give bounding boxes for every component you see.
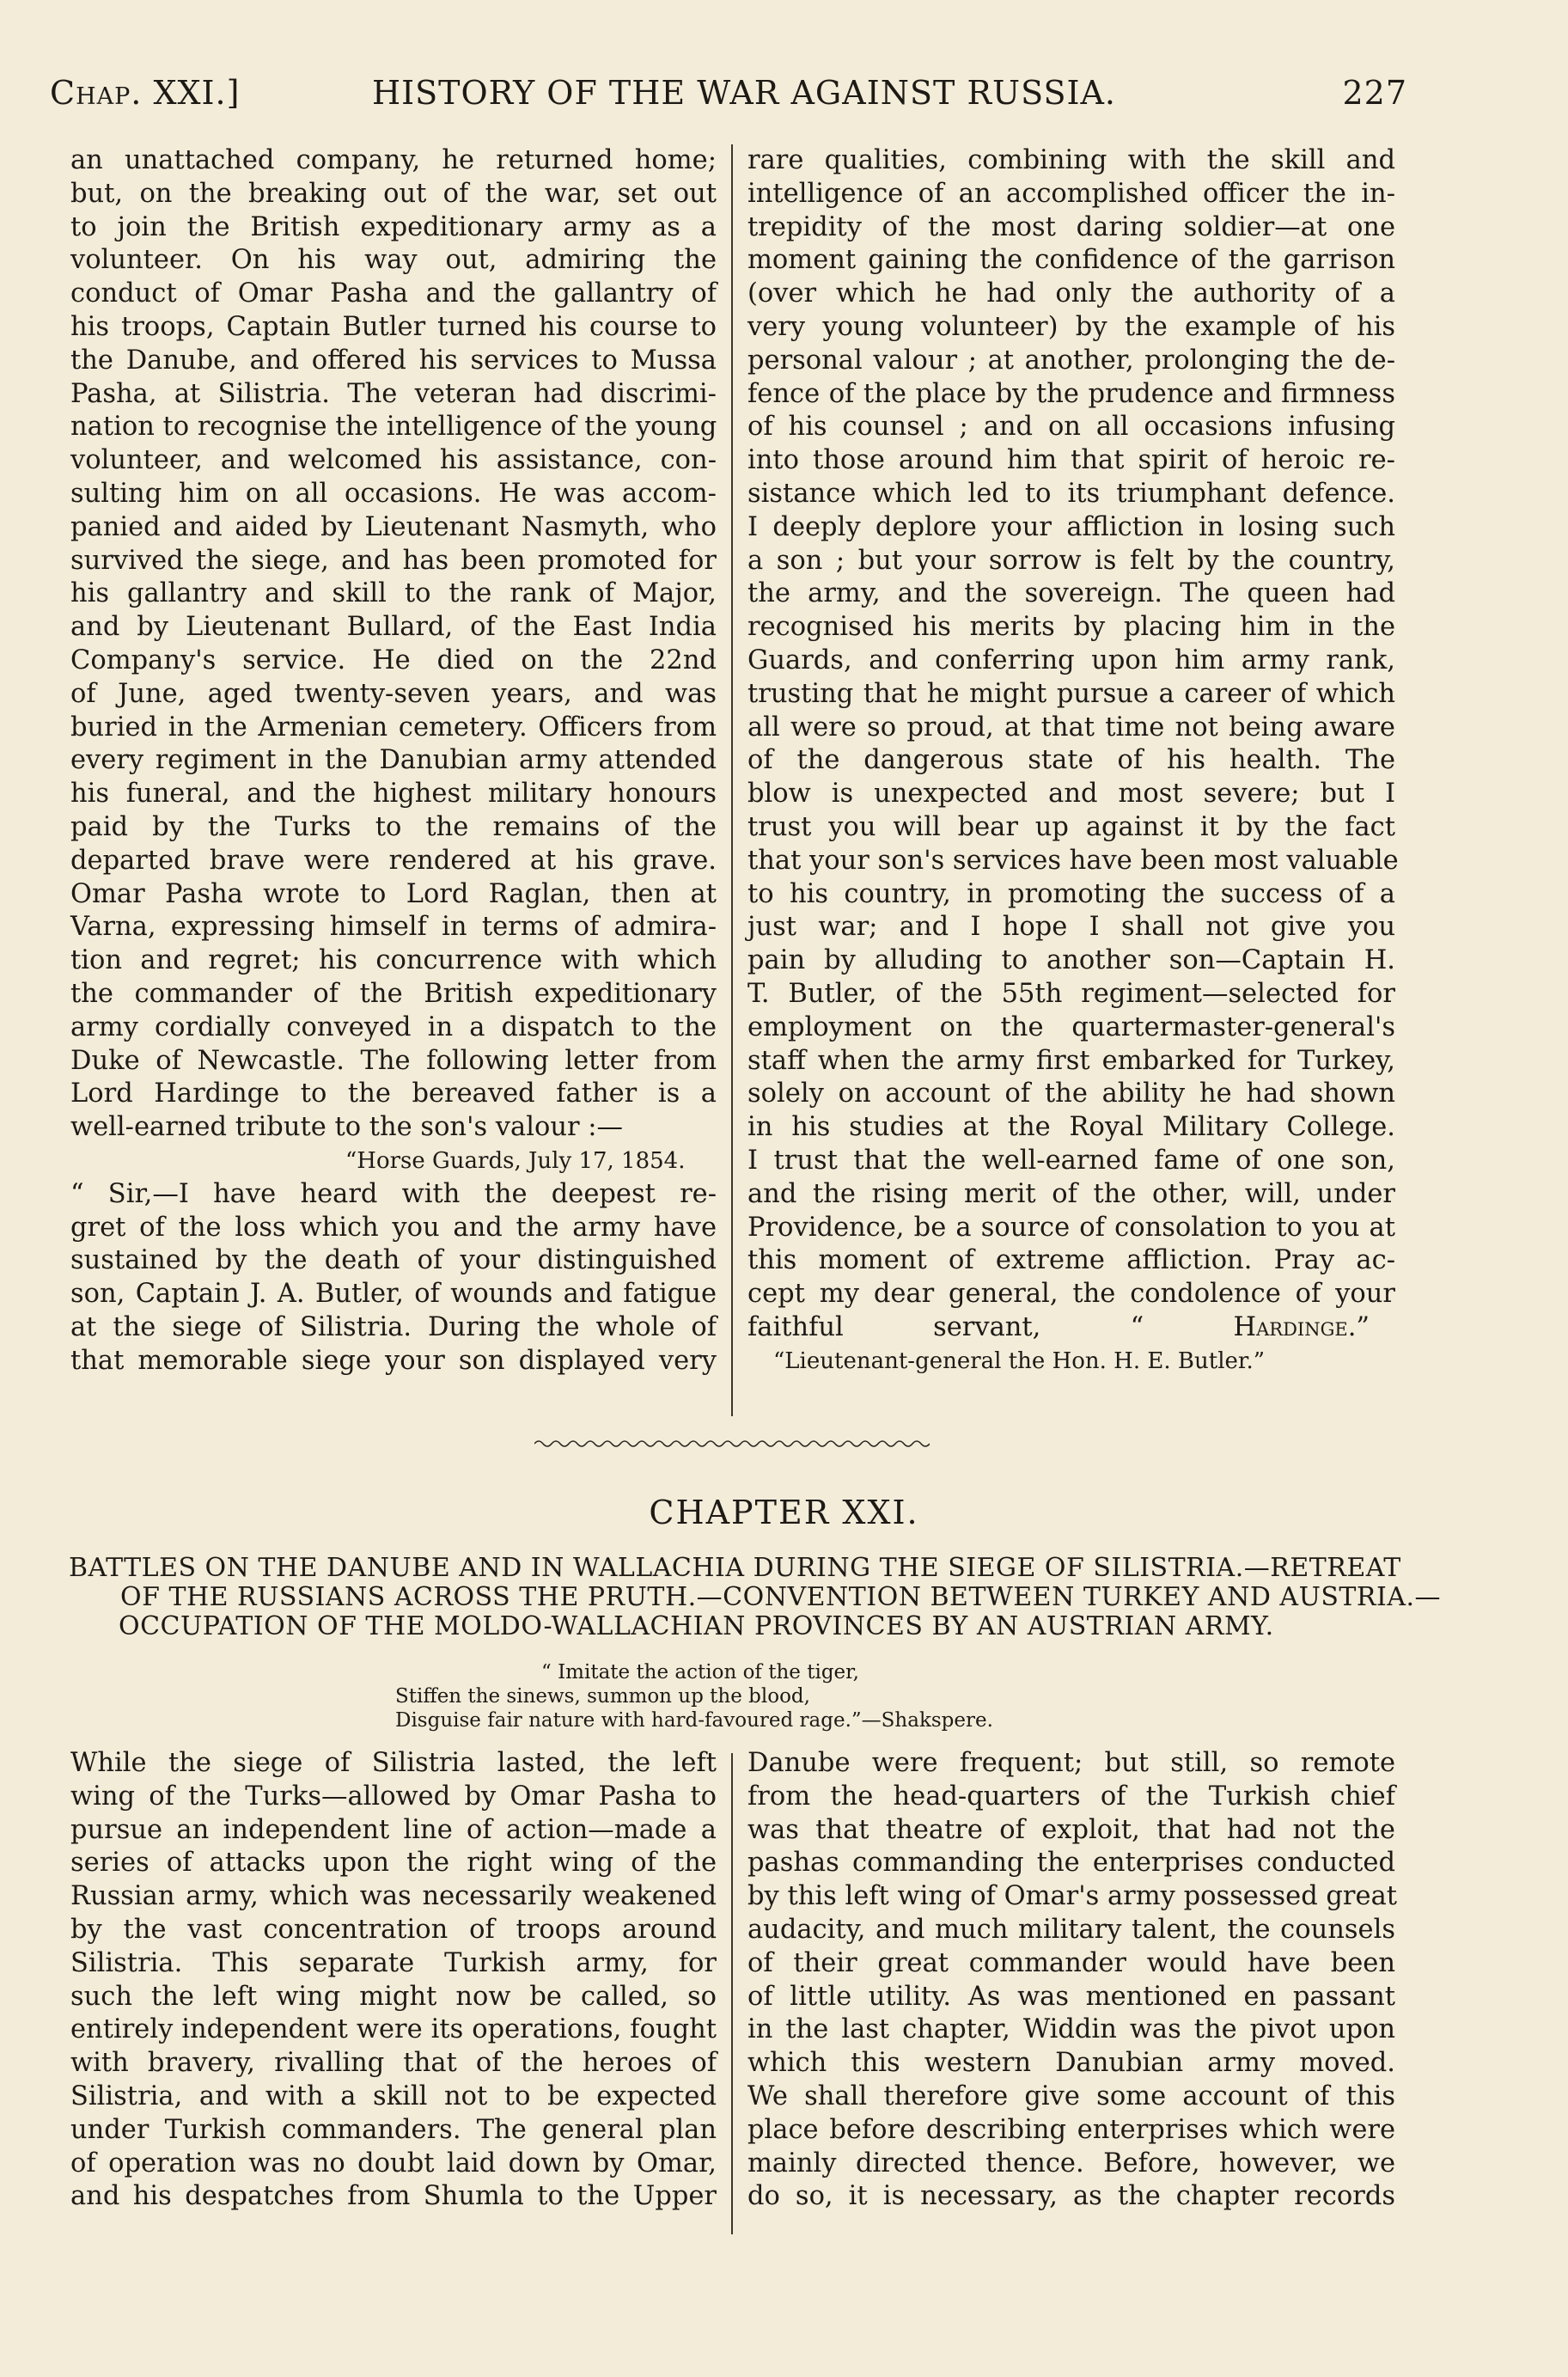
text-line: to join the British expeditionary army as a — [70, 211, 717, 242]
text-line: the army, and the sovereign. The queen had — [747, 578, 1395, 609]
paragraph-butler-biography — [70, 144, 717, 1145]
text-line: son, Captain J. A. Butler, of wounds and fatigue — [70, 1279, 717, 1310]
running-title: HISTORY OF THE WAR AGAINST RUSSIA. — [372, 74, 1117, 112]
text-line: which this western Danubian army moved. — [747, 2048, 1395, 2079]
epigraph-line: “ Imitate the action of the tiger, — [541, 1661, 859, 1683]
text-line: all were so proud, at that time not being aware — [747, 712, 1395, 742]
chapter-reference: Chap. XXI.] — [50, 74, 241, 112]
text-line: just war; and I hope I shall not give you — [747, 912, 1395, 943]
bottom-left-column — [70, 1747, 717, 2214]
text-line: from the head-quarters of the Turkish chief — [747, 1781, 1395, 1812]
text-line: intelligence of an accomplished officer the in- — [747, 178, 1395, 209]
text-line: that memorable siege your son displayed very — [70, 1345, 717, 1376]
text-line: of little utility. As was mentioned en passant — [747, 1981, 1395, 2012]
text-line: departed brave were rendered at his grave. — [70, 845, 717, 876]
text-line: panied and aided by Lieutenant Nasmyth, who — [70, 511, 717, 542]
text-line: at the siege of Silistria. During the whole of — [70, 1311, 717, 1342]
text-line: employment on the quartermaster-general's — [747, 1011, 1395, 1042]
text-line: Duke of Newcastle. The following letter from — [70, 1045, 717, 1076]
text-line: I deeply deplore your affliction in losing such — [747, 511, 1395, 542]
top-right-column — [747, 144, 1399, 1378]
text-line: rare qualities, combining with the skill and — [747, 145, 1395, 175]
text-line: Providence, be a source of consolation to you at — [747, 1212, 1395, 1243]
text-line: We shall therefore give some account of this — [747, 2081, 1395, 2111]
closing-salutation: faithful servant, — [747, 1311, 1041, 1342]
text-line: this moment of extreme affliction. Pray ac- — [747, 1245, 1395, 1276]
text-line: staff when the army first embarked for Turkey, — [747, 1045, 1395, 1076]
summary-line: OF THE RUSSIANS ACROSS THE PRUTH.—CONVENTION BETWEEN TURKEY AND AUSTRIA.— — [120, 1582, 1442, 1612]
text-line: conduct of Omar Pasha and the gallantry of — [70, 278, 717, 309]
text-line: his gallantry and skill to the rank of Major, — [70, 578, 717, 609]
text-line: “ Sir,—I have heard with the deepest re- — [70, 1178, 717, 1209]
letter-closing — [747, 1311, 1395, 1345]
text-line: and the rising merit of the other, will, under — [747, 1178, 1395, 1209]
text-line: series of attacks upon the right wing of the — [70, 1848, 717, 1879]
text-line: do so, it is necessary, as the chapter records — [747, 2181, 1395, 2212]
text-line: was that theatre of exploit, that had not the — [747, 1814, 1395, 1845]
text-line: of their great commander would have been — [747, 1947, 1395, 1978]
epigraph-line: Stiffen the sinews, summon up the blood, — [395, 1685, 810, 1708]
text-line: in his studies at the Royal Military College. — [747, 1112, 1395, 1143]
text-line: While the siege of Silistria lasted, the left — [70, 1748, 717, 1778]
text-line: sistance which led to its triumphant defence. — [747, 478, 1395, 509]
text-line: T. Butler, of the 55th regiment—selected for — [747, 978, 1395, 1009]
text-line: Danube were frequent; but still, so remote — [747, 1748, 1395, 1778]
text-line: of June, aged twenty-seven years, and was — [70, 678, 717, 709]
text-line: mainly directed thence. Before, however, we — [747, 2148, 1395, 2178]
text-line: his troops, Captain Butler turned his course to — [70, 311, 717, 342]
text-line: moment gaining the confidence of the garrison — [747, 245, 1395, 276]
letter-opening — [70, 1178, 717, 1378]
text-line: place before describing enterprises which were — [747, 2114, 1395, 2145]
page-number: 227 — [1342, 74, 1407, 112]
text-line: but, on the breaking out of the war, set out — [70, 178, 717, 209]
text-line: the commander of the British expeditionary — [70, 978, 717, 1009]
letter-continuation — [747, 144, 1399, 1345]
text-line: recognised his merits by placing him in the — [747, 612, 1395, 643]
text-line: army cordially conveyed in a dispatch to the — [70, 1011, 717, 1042]
text-line: trepidity of the most daring soldier—at one — [747, 211, 1395, 242]
text-line: that your son's services have been most valuable — [747, 845, 1399, 876]
epigraph — [395, 1660, 1168, 1732]
text-line: sulting him on all occasions. He was accom- — [70, 478, 717, 509]
text-line: his funeral, and the highest military honours — [70, 779, 717, 810]
text-line: every regiment in the Danubian army attended — [70, 745, 717, 776]
text-line: of operation was no doubt laid down by Omar, — [70, 2148, 717, 2178]
text-line: volunteer. On his way out, admiring the — [70, 245, 717, 276]
text-line: Russian army, which was necessarily weakened — [70, 1881, 717, 1912]
text-line: into those around him that spirit of heroic re- — [747, 445, 1395, 476]
text-line: audacity, and much military talent, the counsels — [747, 1914, 1395, 1945]
chapter-summary — [69, 1553, 1442, 1641]
text-line: I trust that the well-earned fame of one son, — [747, 1145, 1395, 1176]
text-line: sustained by the death of your distinguished — [70, 1245, 717, 1276]
text-line: of his counsel ; and on all occasions infusing — [747, 412, 1395, 443]
text-line: such the left wing might now be called, so — [70, 1981, 717, 2012]
text-line: by the vast concentration of troops around — [70, 1914, 717, 1945]
text-line: Guards, and conferring upon him army rank, — [747, 645, 1395, 675]
text-line: a son ; but your sorrow is felt by the country, — [747, 545, 1395, 576]
text-line: pursue an independent line of action—made a — [70, 1814, 717, 1845]
text-line: (over which he had only the authority of a — [747, 278, 1395, 309]
text-line: and by Lieutenant Bullard, of the East India — [70, 612, 717, 643]
text-line: with bravery, rivalling that of the heroes of — [70, 2048, 717, 2079]
text-line: well-earned tribute to the son's valour :— — [70, 1112, 624, 1143]
epigraph-line: Disguise fair nature with hard-favoured rage.”—Shakspere. — [395, 1709, 993, 1732]
text-line: wing of the Turks—allowed by Omar Pasha to — [70, 1781, 717, 1812]
text-line: personal valour ; at another, prolonging the de- — [747, 345, 1395, 376]
text-line: and his despatches from Shumla to the Upper — [70, 2181, 717, 2212]
text-line: an unattached company, he returned home; — [70, 145, 717, 175]
top-left-column — [70, 144, 717, 1378]
text-line: solely on account of the ability he had shown — [747, 1079, 1395, 1109]
text-line: trust you will bear up against it by the fact — [747, 811, 1395, 842]
text-line: Silistria, and with a skill not to be expected — [70, 2081, 717, 2111]
ornamental-rule — [534, 1437, 930, 1451]
text-line: pashas commanding the enterprises conducted — [747, 1848, 1395, 1879]
text-line: by this left wing of Omar's army possessed great — [747, 1881, 1398, 1912]
bottom-right-column — [747, 1747, 1398, 2214]
text-line: pain by alluding to another son—Captain H. — [747, 945, 1395, 976]
text-line: Silistria. This separate Turkish army, for — [70, 1947, 717, 1978]
text-line: the Danube, and offered his services to Mussa — [70, 345, 717, 376]
text-line: buried in the Armenian cemetery. Officers from — [70, 712, 717, 742]
column-divider — [731, 144, 733, 1416]
text-line: fence of the place by the prudence and firmness — [747, 378, 1395, 409]
text-line: blow is unexpected and most severe; but I — [747, 779, 1395, 810]
text-line: Pasha, at Silistria. The veteran had discrimi- — [70, 378, 717, 409]
column-divider — [731, 1753, 733, 2234]
chapter-title: CHAPTER XXI. — [649, 1494, 919, 1531]
summary-line: OCCUPATION OF THE MOLDO-WALLACHIAN PROVINCES BY AN AUSTRIAN ARMY. — [119, 1611, 1274, 1641]
letter-addressee: “Lieutenant-general the Hon. H. E. Butler.” — [773, 1347, 1266, 1374]
text-line: entirely independent were its operations, fought — [70, 2014, 717, 2045]
text-line: trusting that he might pursue a career of which — [747, 678, 1395, 709]
text-line: survived the siege, and has been promoted for — [70, 545, 717, 576]
text-line: nation to recognise the intelligence of the young — [70, 412, 717, 443]
letter-dateline: “Horse Guards, July 17, 1854. — [345, 1147, 686, 1174]
text-line: tion and regret; his concurrence with which — [70, 945, 717, 976]
running-header — [50, 67, 1407, 119]
text-line: paid by the Turks to the remains of the — [70, 811, 717, 842]
text-line: gret of the loss which you and the army have — [70, 1212, 717, 1243]
text-line: very young volunteer) by the example of his — [747, 311, 1395, 342]
text-line: under Turkish commanders. The general plan — [70, 2114, 717, 2145]
text-line: volunteer, and welcomed his assistance, con- — [70, 445, 717, 476]
text-line: of the dangerous state of his health. The — [747, 745, 1395, 776]
text-line: Omar Pasha wrote to Lord Raglan, then at — [70, 878, 717, 909]
summary-line: BATTLES ON THE DANUBE AND IN WALLACHIA DURING THE SIEGE OF SILISTRIA.—RETREAT — [69, 1553, 1401, 1583]
signature-hardinge: “ Hardinge.” — [1130, 1311, 1370, 1342]
text-line: to his country, in promoting the success of a — [747, 878, 1395, 909]
text-line: Varna, expressing himself in terms of admira- — [70, 912, 717, 943]
text-line: Company's service. He died on the 22nd — [70, 645, 717, 675]
text-line: Lord Hardinge to the bereaved father is a — [70, 1079, 717, 1109]
text-line: in the last chapter, Widdin was the pivot upon — [747, 2014, 1395, 2045]
text-line: cept my dear general, the condolence of your — [747, 1279, 1395, 1310]
